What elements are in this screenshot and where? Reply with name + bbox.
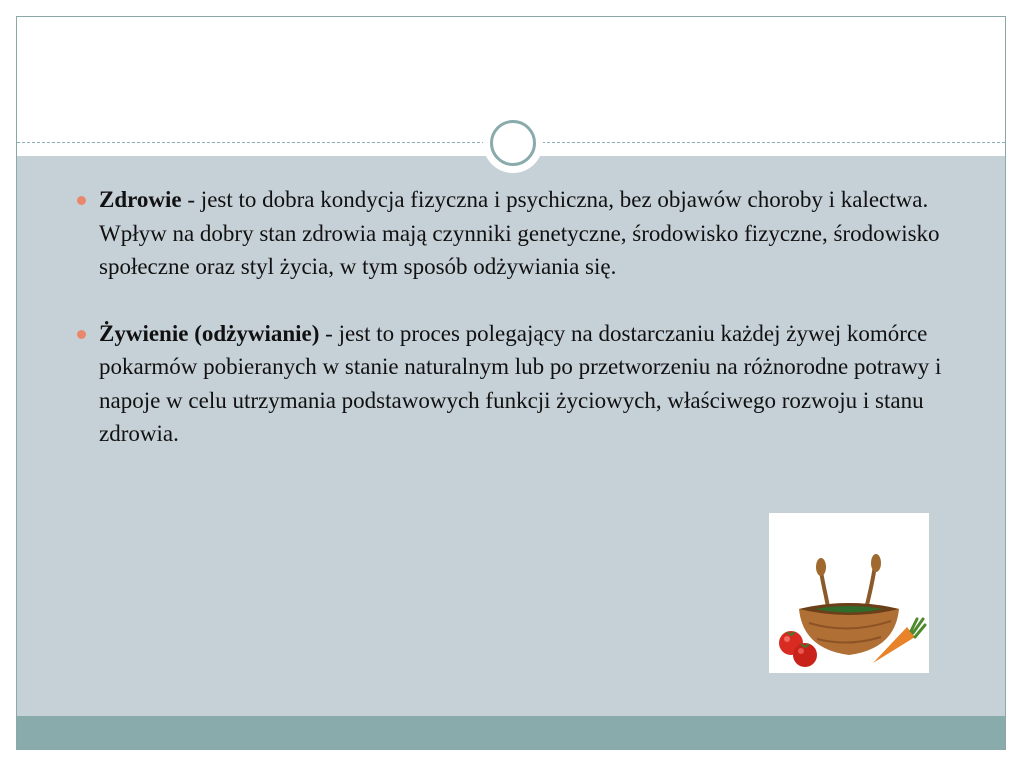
footer-band	[17, 716, 1005, 750]
bullet-term: Żywienie (odżywianie)	[99, 320, 320, 346]
bullet-dot-icon	[77, 330, 86, 339]
bullet-item-zdrowie	[73, 183, 943, 284]
bullet-list	[73, 183, 943, 484]
bullet-dot-icon	[77, 196, 86, 205]
circle-ornament-ring	[490, 120, 536, 166]
bullet-term: Zdrowie	[99, 187, 182, 212]
salad-bowl-icon	[769, 513, 929, 673]
bullet-item-zywienie	[73, 317, 943, 451]
slide	[16, 16, 1006, 750]
bullet-definition: - jest to proces polegający na dostarczaniu każdej żywej komórce pokarmów pobieranych w stanie naturalnym lub po przetworzeniu na różnorodne potrawy i napoje w celu utrzymania podstawowych funkcji życiowych, właściwego rozwoju i stanu zdrowia.	[99, 320, 942, 447]
bullet-definition: - jest to dobra kondycja fizyczna i psychiczna, bez objawów choroby i kalectwa. Wpływ na dobry stan zdrowia mają czynniki genetyczne, środowisko fizyczne, środowisko społeczne oraz styl życia, w tym sposób odżywiania się.	[99, 187, 940, 280]
